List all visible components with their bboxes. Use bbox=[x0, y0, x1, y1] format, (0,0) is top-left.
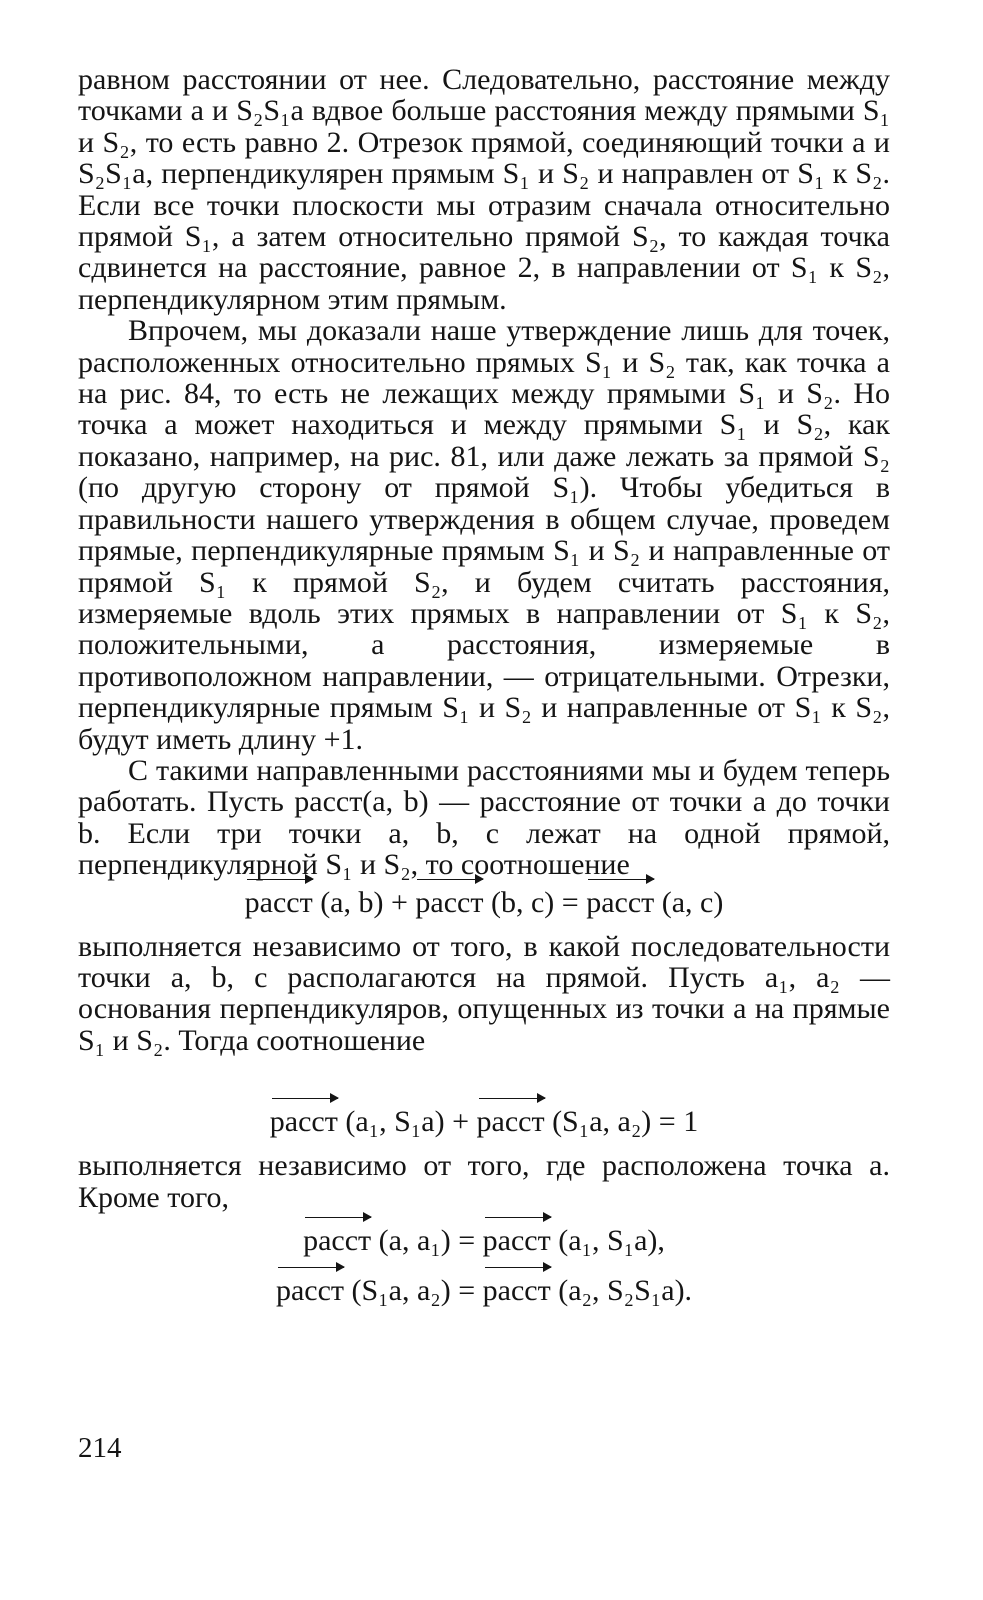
formula-second-equality bbox=[78, 1275, 890, 1317]
formula-text: (b, c) = bbox=[483, 885, 587, 919]
vector-dist-s1a-a2: расст bbox=[476, 1105, 545, 1139]
formula-text: (a, c) bbox=[654, 885, 724, 919]
formula-first-equality bbox=[78, 1225, 890, 1267]
paragraph-1: равном расстоянии от нее. Следовательно, расстояние между точками a и S₂S₁a вдвое больше расстояния между прямыми S₁ и S₂, то есть равно 2. Отрезок прямой, соединяющий точки a и S₂S₁a, перпендикулярен прямым S₁ и S₂ и направлен от S₁ к S₂. Если все точки плоскости мы отразим сначала относительно прямой S₁, а затем относительно прямой S₂, то каждая точка сдвинется на расстояние, равное 2, в направлении от S₁ к S₂, перпендикулярном этим прямым. bbox=[78, 63, 890, 316]
vector-dist-a1-s1a: расст bbox=[269, 1105, 338, 1139]
formula-text: (S₁a, a₂) = bbox=[344, 1274, 483, 1307]
paragraph-2: Впрочем, мы доказали наше утверждение лишь для точек, расположенных относительно прямых S₁ и S₂ так, как точка a на рис. 84, то есть не лежащих между прямыми S₁ и S₂. Но точка a может находиться и между прямыми S₁ и S₂, как показано, например, на рис. 81, или даже лежать за прямой S₂ (по другую сторону от прямой S₁). Чтобы убедиться в правильности нашего утверждения в общем случае, проведем прямые, перпендикулярные прямым S₁ и S₂ и направленные от прямой S₁ к прямой S₂, и будем считать расстояния, измеряемые вдоль этих прямых в направлении от S₁ к S₂, положительными, а расстояния, измеряемые в противоположном направлении, — отрицательными. Отрезки, перпендикулярные прямым S₁ и S₂ и направленные от S₁ к S₂, будут иметь длину +1. bbox=[78, 314, 891, 756]
vector-dist-ac: расст bbox=[586, 885, 655, 919]
formula-text: (a₁, S₁a) + bbox=[337, 1105, 477, 1139]
paragraph-3: С такими направленными расстояниями мы и будем теперь работать. Пусть расст(a, b) — расстояние от точки a до точки b. Если три точки a, b, c лежат на одной прямой, перпендикулярной S₁ и S₂, то соотношение bbox=[78, 753, 890, 882]
vector-dist-ab: расст bbox=[244, 885, 313, 919]
vector-dist-bc: расст bbox=[415, 885, 484, 919]
formula-distance-additivity bbox=[78, 887, 890, 931]
page-body bbox=[78, 64, 890, 1317]
vector-dist-a1-s1a: расст bbox=[482, 1224, 551, 1257]
vector-dist-a-a1: расст bbox=[303, 1224, 372, 1257]
vector-dist-a2-s2s1a: расст bbox=[482, 1274, 551, 1307]
paragraph-5: выполняется независимо от того, где расположена точка a. Кроме того, bbox=[78, 1149, 890, 1214]
formula-text: (a₁, S₁a), bbox=[550, 1224, 665, 1257]
formula-text: (a₂, S₂S₁a). bbox=[550, 1274, 693, 1307]
formula-sum-equals-one bbox=[78, 1106, 890, 1150]
paragraph-4: выполняется независимо от того, в какой последовательности точки a, b, c располагаются на прямой. Пусть a₁, a₂ — основания перпендикуляров, опущенных из точки a на прямые S₁ и S₂. Тогда соотношение bbox=[78, 929, 890, 1057]
vector-dist-s1a-a2: расст bbox=[275, 1274, 344, 1307]
formula-text: (S₁a, a₂) = 1 bbox=[544, 1105, 699, 1139]
page-number: 214 bbox=[78, 1432, 122, 1464]
formula-text: (a, b) + bbox=[312, 885, 416, 919]
formula-text: (a, a₁) = bbox=[371, 1224, 483, 1257]
